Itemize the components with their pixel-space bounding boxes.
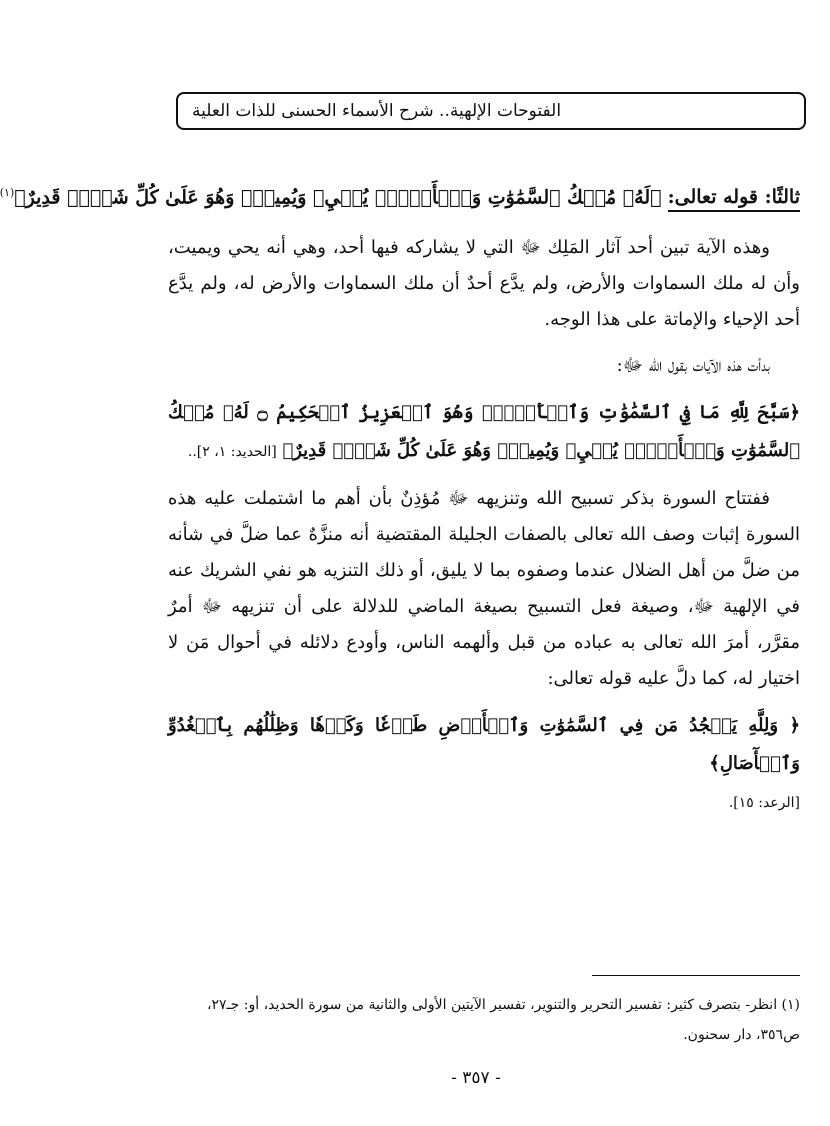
section-verse: ﴿لَهُۥ مُلۡكُ ٱلسَّمَٰوَٰتِ وَٱلۡأَرۡضِۖ يُحۡيِۦ وَيُمِيتُۖ وَهُوَ عَلَىٰ كُلِّ شَيۡءٖ قَدِيرٌ﴾: [14, 186, 662, 209]
paragraph-2: بدأت هذه الآيات بقول الله ﷻ:: [616, 355, 770, 377]
verse-hadid-citation: [الحديد: ١، ٢]..: [187, 444, 277, 461]
footnote: (١) انظر- بتصرف كثير: تفسير التحرير والتنوير، تفسير الآيتين الأولى والثانية من سورة الحديد، أو: جـ٢٧، ص٣٥٦، دار سحنون.: [206, 997, 800, 1043]
footnote-reference: (١): [0, 186, 15, 199]
paragraph-3: ففتتاح السورة بذكر تسبيح الله وتنزيهه ﷻ مُؤذِنٌ بأن أهم ما اشتملت عليه هذه السورة إثبات وصف الله تعالى بالصفات الجليلة المقتضية أنه منزَّهٌ عما ضلَّ في شأنه من ضلَّ من أهل الضلال عندما وصفوه بما لا يليق، أو ذلك التنزيه هو نفي الشريك عنه في الإلهية ﷻ، وصيغة فعل التسبيح بصيغة الماضي للدلالة على أن تنزيهه ﷻ أمرٌ مقرَّر، أمرَ الله تعالى به عباده من قبل وألهمه الناس، وأودع دلائله في أحوال مَن لا اختيار له، كما دلَّ عليه قوله تعالى:: [168, 488, 801, 690]
page-number: - ٣٥٧ -: [451, 1068, 501, 1088]
header-title: الفتوحات الإلهية.. شرح الأسماء الحسنى للذات العلية: [192, 100, 562, 121]
paragraph-1: وهذه الآية تبين أحد آثار المَلِك ﷻ التي لا يشاركه فيها أحد، وهي أنه يحي ويميت، وأن له ملك السماوات والأرض، ولم يدَّع أحدٌ أن ملك السماوات والأرض له، ولم يدَّع أحد الإحياء والإماتة على هذا الوجه.: [168, 237, 800, 331]
verse-raad-citation-line: [168, 783, 800, 822]
verse-hadid-text: ﴿سَبَّحَ لِلَّهِ مَا فِي ٱلسَّمَٰوَٰتِ وَٱلۡأَرۡضِۖ وَهُوَ ٱلۡعَزِيزُ ٱلۡحَكِيمُ ۝ لَهُۥ مُلۡكُ ٱلسَّمَٰوَٰتِ وَٱلۡأَرۡضِۖ يُحۡيِۦ وَيُمِيتُۖ وَهُوَ عَلَىٰ كُلِّ شَيۡءٖ قَدِيرٌ﴾: [168, 402, 801, 462]
main-content: [0, 170, 801, 822]
section-label: ثالثًا: قوله تعالى:: [668, 186, 800, 212]
verse-raad-text: ﴿ وَلِلَّهِ يَسۡجُدُ مَن فِي ٱلسَّمَٰوَٰتِ وَٱلۡأَرۡضِ طَوۡعٗا وَكَرۡهٗا وَظِلَٰلُهُم بِٱلۡغُدُوِّ وَٱلۡأٓصَالِ﴾: [168, 715, 800, 775]
section-heading: [0, 170, 800, 220]
footnote-separator: [592, 975, 800, 976]
verse-raad: [168, 707, 800, 783]
verse-hadid: [168, 394, 800, 471]
running-header: [176, 92, 806, 130]
verse-raad-citation: [الرعد: ١٥].: [728, 795, 800, 812]
